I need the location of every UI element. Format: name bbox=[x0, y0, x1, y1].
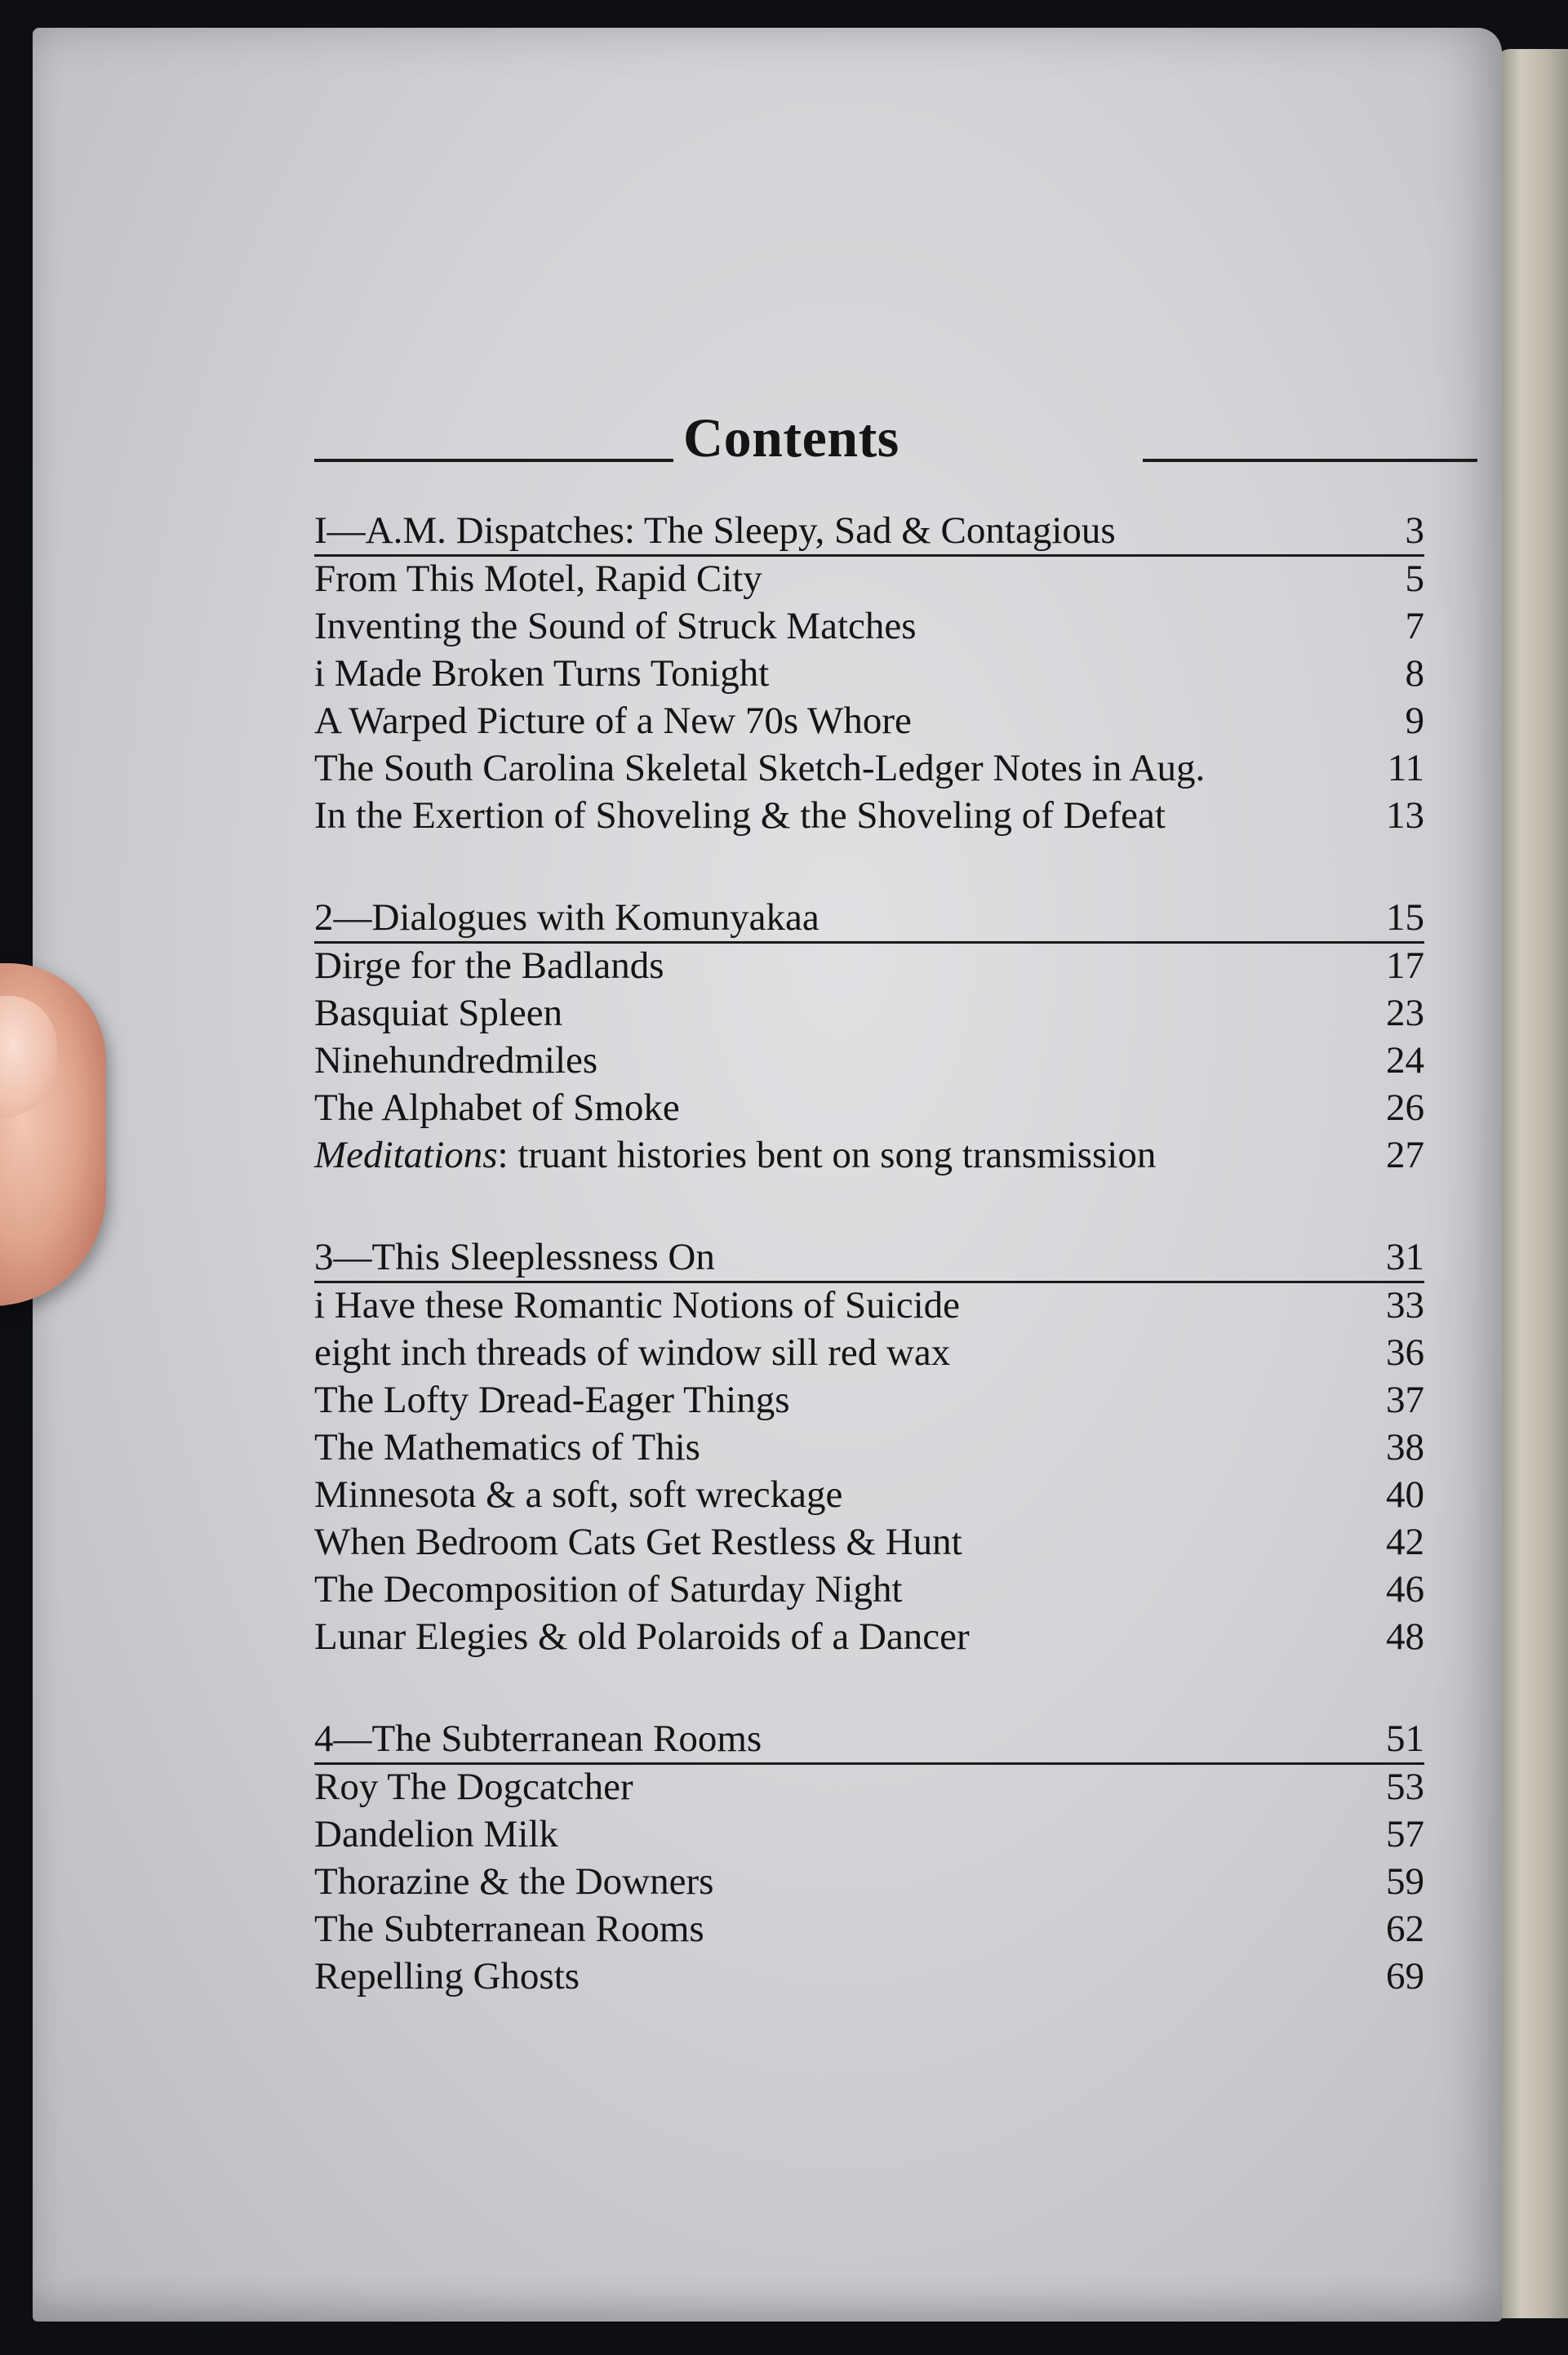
toc-section-3 bbox=[290, 1234, 1424, 1660]
toc-entry bbox=[314, 1131, 1424, 1179]
entry-page-number: 24 bbox=[1386, 1039, 1424, 1082]
toc-entry bbox=[314, 1613, 1424, 1660]
section-heading bbox=[314, 508, 1424, 555]
entry-page-number: 7 bbox=[1405, 605, 1424, 647]
section-title: 2—Dialogues with Komunyakaa bbox=[314, 896, 820, 939]
entry-page-number: 38 bbox=[1386, 1426, 1424, 1469]
entry-page-number: 69 bbox=[1386, 1955, 1424, 1997]
entry-title-rest: : truant histories bent on song transmission bbox=[497, 1134, 1157, 1176]
entry-title bbox=[314, 1131, 1156, 1179]
entry-page-number: 62 bbox=[1386, 1908, 1424, 1950]
entry-title: The Lofty Dread-Eager Things bbox=[314, 1379, 790, 1421]
entry-page-number: 9 bbox=[1405, 700, 1424, 742]
section-title: 4—The Subterranean Rooms bbox=[314, 1717, 762, 1760]
entry-title: The Alphabet of Smoke bbox=[314, 1086, 680, 1129]
entry-title: From This Motel, Rapid City bbox=[314, 558, 762, 600]
thumbnail-highlight bbox=[0, 996, 57, 1118]
entry-title: Lunar Elegies & old Polaroids of a Dancer bbox=[314, 1615, 970, 1658]
toc-entry bbox=[314, 989, 1424, 1037]
heading-rule-left bbox=[314, 459, 673, 462]
toc-entry bbox=[314, 1282, 1424, 1329]
entry-page-number: 8 bbox=[1405, 652, 1424, 695]
section-page-number: 31 bbox=[1386, 1236, 1424, 1278]
entry-page-number: 17 bbox=[1386, 944, 1424, 987]
entry-page-number: 33 bbox=[1386, 1284, 1424, 1326]
entry-page-number: 53 bbox=[1386, 1766, 1424, 1808]
entry-title: Minnesota & a soft, soft wreckage bbox=[314, 1473, 843, 1516]
entry-page-number: 42 bbox=[1386, 1521, 1424, 1563]
entry-title: In the Exertion of Shoveling & the Shoveling of Defeat bbox=[314, 794, 1166, 837]
section-heading bbox=[314, 1234, 1424, 1282]
entry-title: i Made Broken Turns Tonight bbox=[314, 652, 770, 695]
toc-entry bbox=[314, 1566, 1424, 1613]
toc-section-1 bbox=[290, 508, 1424, 839]
entry-title: The South Carolina Skeletal Sketch-Ledger Notes in Aug. bbox=[314, 747, 1206, 789]
toc-entry bbox=[314, 1905, 1424, 1953]
section-heading bbox=[314, 1716, 1424, 1763]
entry-page-number: 26 bbox=[1386, 1086, 1424, 1129]
entry-title: Dandelion Milk bbox=[314, 1813, 558, 1855]
toc-entry bbox=[314, 1953, 1424, 2000]
entry-page-number: 36 bbox=[1386, 1331, 1424, 1374]
toc-entry bbox=[314, 1037, 1424, 1084]
entry-page-number: 40 bbox=[1386, 1473, 1424, 1516]
section-title: 3—This Sleeplessness On bbox=[314, 1236, 715, 1278]
toc-entry bbox=[314, 942, 1424, 989]
entry-title: i Have these Romantic Notions of Suicide bbox=[314, 1284, 961, 1326]
table-of-contents bbox=[290, 384, 1424, 2055]
toc-entry bbox=[314, 1763, 1424, 1811]
toc-section-2 bbox=[290, 895, 1424, 1179]
entry-page-number: 5 bbox=[1405, 558, 1424, 600]
entry-title: Inventing the Sound of Struck Matches bbox=[314, 605, 917, 647]
contents-heading: Contents bbox=[683, 407, 899, 469]
section-page-number: 15 bbox=[1386, 896, 1424, 939]
toc-entry bbox=[314, 1471, 1424, 1518]
section-page-number: 51 bbox=[1386, 1717, 1424, 1760]
entry-title: The Mathematics of This bbox=[314, 1426, 700, 1469]
entry-page-number: 59 bbox=[1386, 1860, 1424, 1903]
entry-page-number: 13 bbox=[1386, 794, 1424, 837]
entry-page-number: 48 bbox=[1386, 1615, 1424, 1658]
entry-title: Dirge for the Badlands bbox=[314, 944, 664, 987]
toc-entry bbox=[314, 555, 1424, 602]
toc-entry bbox=[314, 1329, 1424, 1376]
entry-page-number: 27 bbox=[1386, 1134, 1424, 1176]
section-heading bbox=[314, 895, 1424, 942]
entry-title: Thorazine & the Downers bbox=[314, 1860, 714, 1903]
section-title: I—A.M. Dispatches: The Sleepy, Sad & Contagious bbox=[314, 509, 1116, 552]
entry-page-number: 46 bbox=[1386, 1568, 1424, 1611]
entry-title: eight inch threads of window sill red wax bbox=[314, 1331, 951, 1374]
entry-page-number: 37 bbox=[1386, 1379, 1424, 1421]
entry-title: The Decomposition of Saturday Night bbox=[314, 1568, 903, 1611]
next-page-edge bbox=[1495, 49, 1568, 2318]
toc-entry bbox=[314, 1811, 1424, 1858]
entry-page-number: 11 bbox=[1387, 747, 1424, 789]
entry-title: Basquiat Spleen bbox=[314, 992, 563, 1034]
toc-entry bbox=[314, 602, 1424, 650]
contents-heading-row bbox=[290, 384, 1424, 473]
entry-title-italic: Meditations bbox=[314, 1134, 498, 1176]
toc-entry bbox=[314, 1376, 1424, 1424]
entry-title: Repelling Ghosts bbox=[314, 1955, 580, 1997]
entry-title: Roy The Dogcatcher bbox=[314, 1766, 633, 1808]
heading-rule-right bbox=[1143, 459, 1477, 462]
toc-section-4 bbox=[290, 1716, 1424, 2000]
toc-entry bbox=[314, 792, 1424, 839]
entry-page-number: 57 bbox=[1386, 1813, 1424, 1855]
entry-title: A Warped Picture of a New 70s Whore bbox=[314, 700, 912, 742]
toc-entry bbox=[314, 1858, 1424, 1905]
entry-title: The Subterranean Rooms bbox=[314, 1908, 704, 1950]
entry-title: Ninehundredmiles bbox=[314, 1039, 598, 1082]
entry-page-number: 23 bbox=[1386, 992, 1424, 1034]
toc-entry bbox=[314, 1518, 1424, 1566]
entry-title: When Bedroom Cats Get Restless & Hunt bbox=[314, 1521, 962, 1563]
toc-entry bbox=[314, 650, 1424, 697]
section-page-number: 3 bbox=[1405, 509, 1424, 552]
toc-entry bbox=[314, 1084, 1424, 1131]
toc-entry bbox=[314, 697, 1424, 744]
toc-entry bbox=[314, 1424, 1424, 1471]
toc-entry bbox=[314, 744, 1424, 792]
